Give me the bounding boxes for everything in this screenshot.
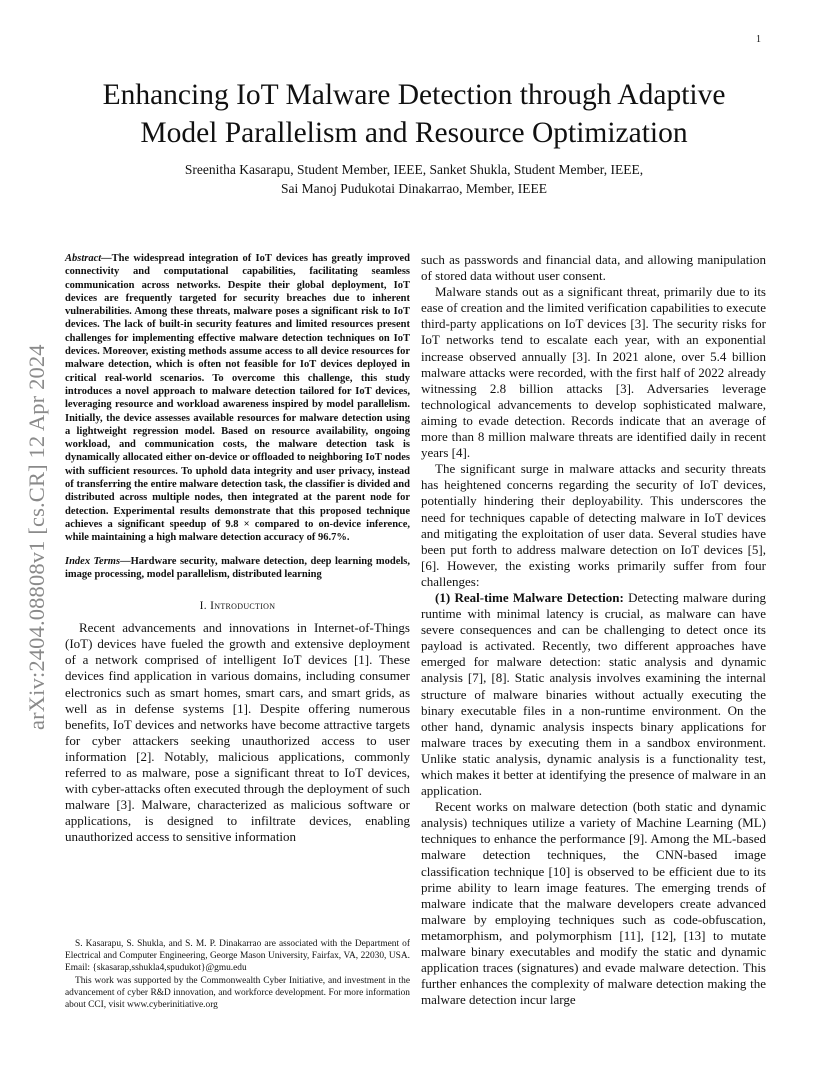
title-line-1: Enhancing IoT Malware Detection through Adaptive: [102, 79, 726, 111]
title-line-2: Model Parallelism and Resource Optimization: [140, 117, 688, 149]
right-paragraph-1: such as passwords and financial data, and allowing manipulation of stored data without user consent.: [421, 252, 766, 284]
challenge-1-label: (1) Real-time Malware Detection:: [435, 589, 624, 605]
right-paragraph-4: [421, 590, 766, 799]
index-terms-label: Index Terms: [65, 555, 121, 567]
left-column: [65, 252, 410, 845]
abstract-label: Abstract: [65, 253, 102, 264]
paper-title: [40, 76, 788, 152]
right-paragraph-3: The significant surge in malware attacks and security threats has heightened concerns regarding the security of IoT devices, potentially hindering their deployability. This underscores the need for techniques capable of detecting malware in IoT devices and mitigating the exploitation of user data. Several studies have been put forth to address malware detection on IoT devices [5], [6]. However, the existing works primarily suffer from four challenges:: [421, 461, 766, 589]
abstract: [65, 252, 410, 545]
author-list: [40, 160, 788, 198]
footnote-affiliation: S. Kasarapu, S. Shukla, and S. M. P. Dinakarrao are associated with the Department of Electrical and Computer Engineering, George Mason University, Fairfax, VA, 22030, USA. Email: {skasarap,sshukla4,spudukot}@gmu.edu: [65, 939, 410, 974]
index-terms-text: —Hardware security, malware detection, deep learning models, image processing, model parallelism, distributed learning: [65, 555, 410, 580]
authors-line-1: Sreenitha Kasarapu, Student Member, IEEE, Sanket Shukla, Student Member, IEEE,: [184, 162, 644, 177]
authors-line-2: Sai Manoj Pudukotai Dinakarrao, Member, IEEE: [280, 181, 548, 196]
abstract-text: —The widespread integration of IoT devices has greatly improved connectivity and computational capabilities, facilitating seamless communication across networks. Despite their global deployment, IoT devices are frequently targeted for security breaches due to inherent vulnerabilities. Among these threats, malware poses a significant risk to IoT devices. The lack of built-in security features and limited resources present challenges for implementing effective malware detection techniques on IoT devices. Moreover, existing methods assume access to all device resources for malware detection, which is often not feasible for IoT devices deployed in critical real-world scenarios. To overcome this challenge, this study introduces a novel approach to malware detection tailored for IoT devices, leveraging resource and workload awareness inspired by model parallelism. Initially, the device assesses available resources for malware detection using a lightweight regression model. Based on resource availability, ongoing workload, and communication costs, the malware detection task is dynamically allocated either on-device or offloaded to neighboring IoT nodes with sufficient resources. To uphold data integrity and user privacy, instead of transferring the entire malware detection task, the classifier is divided and distributed across multiple nodes, then integrated at the parent node for detection. Experimental results demonstrate that this proposed technique achieves a significant speedup of 9.8 × compared to on-device inference, while maintaining a high malware detection accuracy of 96.7%.: [65, 253, 410, 544]
footnote-funding: This work was supported by the Commonwealth Cyber Initiative, and investment in the advancement of cyber R&D innovation, and workforce development. For more information about CCI, visit www.cyberinitiative.org: [65, 975, 410, 1011]
section-heading-introduction: I. Introduction: [199, 600, 276, 613]
intro-paragraph-1: Recent advancements and innovations in Internet-of-Things (IoT) devices have fueled the growth and extensive deployment of a network comprised of intelligent IoT devices [1]. These devices find application in various domains, including consumer electronics such as smart homes, smart cars, and smart grids, as well as in defense systems [1]. Despite offering numerous benefits, IoT devices and networks have become attractive targets for cyber attackers seeking unauthorized access to user information [2]. Notably, malicious applications, commonly referred to as malware, pose a significant threat to IoT devices, with cyber-attacks often executed through the deployment of such malware [3]. Malware, characterized as malicious software or applications, is designed to infiltrate devices, enabling unauthorized access to sensitive information: [65, 620, 410, 845]
footnote: [65, 938, 410, 1011]
index-terms: [65, 555, 410, 582]
right-paragraph-2: Malware stands out as a significant threat, primarily due to its ease of creation and the limited verification capabilities to execute third-party applications on IoT devices [3]. The security risks for IoT networks tend to escalate each year, with an exponential increase observed annually [3]. In 2021 alone, over 5.4 billion malware attacks were recorded, with the first half of 2022 already witnessing 2.8 billion attacks [3]. Adversaries leverage technological advancements to develop sophisticated malware, aiming to evade detection. Records indicate that an average of more than 8 million malware threats are identified daily in recent years [4].: [421, 284, 766, 461]
page-number: 1: [756, 34, 761, 45]
right-column: [421, 252, 766, 1008]
right-paragraph-5: Recent works on malware detection (both static and dynamic analysis) techniques utilize a variety of Machine Learning (ML) techniques to enhance the performance [9]. Among the ML-based malware detection techniques, the CNN-based image classification technique [10] is observed to be efficient due to its prime ability to learn image features. The emerging trends of malware indicate that the malware developers create advanced malware by employing techniques such as code-obfuscation, metamorphism, and polymorphism [11], [12], [13] to mutate malware binary executables and modify the static and dynamic application traces (signatures) and evade malware detection. This further enhances the complexity of malware detection making the malware detection incur large: [421, 799, 766, 1008]
right-column-body: [421, 252, 766, 1008]
introduction-body: [65, 620, 410, 845]
challenge-1-text: Detecting malware during runtime with minimal latency is crucial, as malware can have severe consequences and can be challenging to detect once its payload is activated. Recently, two different approaches have emerged for malware detection: static analysis and dynamic analysis [7], [8]. Static analysis involves examining the internal structure of malware binaries without actually executing the binary executable files in a non-runtime environment. On the other hand, dynamic analysis inspects binary applications for malware traces by executing them in a sandbox environment. Unlike static analysis, dynamic analysis is a functionality test, which makes it better at identifying the presence of malware in an application.: [421, 589, 766, 799]
arxiv-stamp: arXiv:2404.08808v1 [cs.CR] 12 Apr 2024: [24, 344, 49, 730]
